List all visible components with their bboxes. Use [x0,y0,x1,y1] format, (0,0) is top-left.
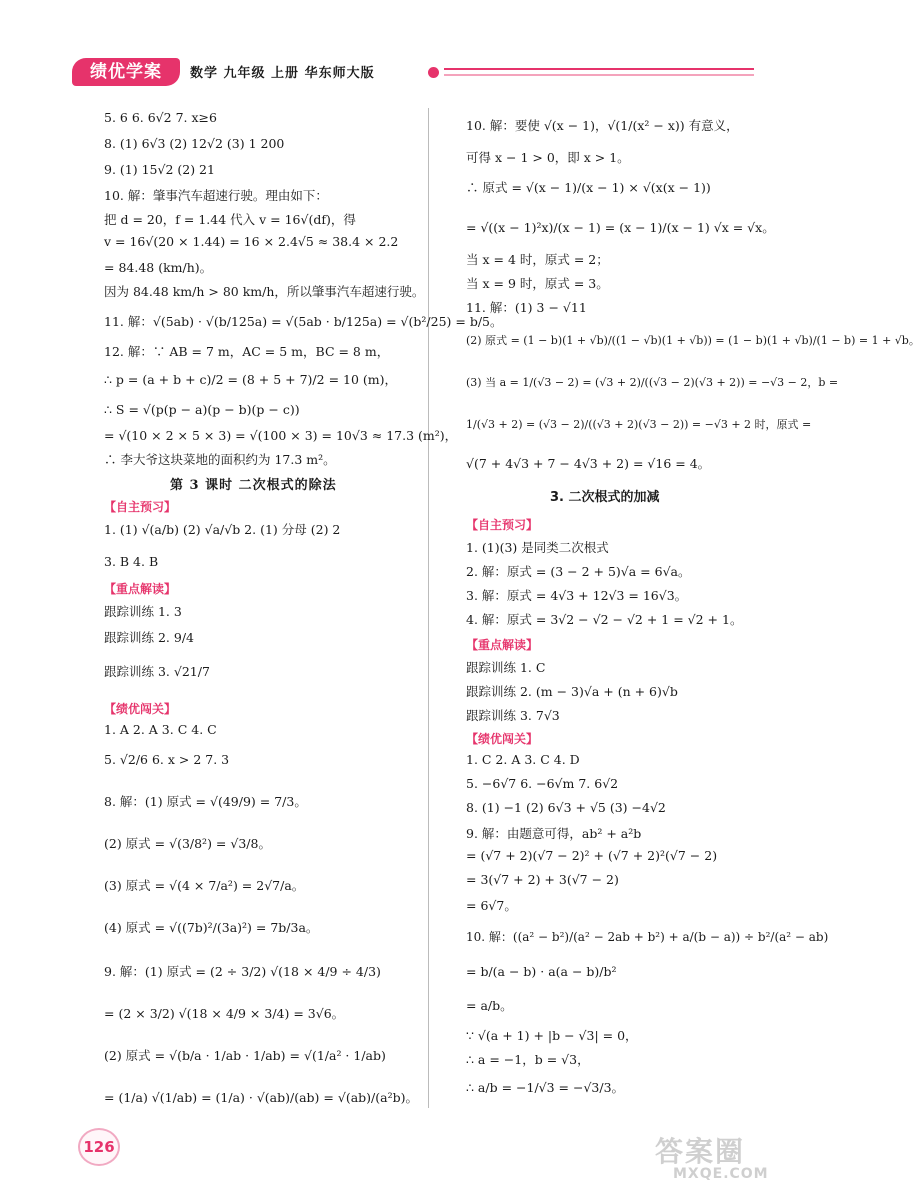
watermark [655,1130,795,1190]
answer-line: = a/b。 [466,998,513,1013]
header-rule [444,68,754,70]
answer-line: ∴ a/b = −1/√3 = −√3/3。 [466,1080,625,1095]
answer-line: 可得 x − 1 > 0，即 x > 1。 [466,150,630,165]
answer-line: 跟踪训练 1. 3 [104,604,182,619]
answer-line: ∴ p = (a + b + c)/2 = (8 + 5 + 7)/2 = 10 (m)， [104,372,398,387]
answer-line: 1. (1) √(a/b) (2) √a/√b 2. (1) 分母 (2) 2 [104,522,341,537]
answer-line: 1. (1)(3) 是同类二次根式 [466,540,609,555]
answer-line: 10. 解：肇事汽车超速行驶。理由如下： [104,188,328,203]
section-tag: 【绩优闯关】 [466,732,539,746]
watermark-text: 答案圈 [655,1135,746,1168]
page-header [72,58,762,88]
answer-line: 5. 6 6. 6√2 7. x≥6 [104,110,217,125]
answer-line: 5. √2/6 6. x > 2 7. 3 [104,752,230,767]
answer-line: 2. 解：原式 = (3 − 2 + 5)√a = 6√a。 [466,564,691,579]
answer-line: 当 x = 4 时，原式 = 2； [466,252,609,267]
answer-line: 9. (1) 15√2 (2) 21 [104,162,215,177]
section-title: 3. 二次根式的加减 [550,490,660,505]
answer-line: = b/(a − b) · a(a − b)/b² [466,964,617,979]
answer-line: 11. 解：(1) 3 − √11 [466,300,587,315]
lesson-title: 第 3 课时 二次根式的除法 [170,478,337,493]
answer-line: = √((x − 1)²x)/(x − 1) = (x − 1)/(x − 1) √x = √x。 [466,220,775,235]
answer-line: 8. 解：(1) 原式 = √(49/9) = 7/3。 [104,794,307,809]
header-subject: 数学 九年级 上册 华东师大版 [190,66,375,81]
watermark-url: MXQE.COM [673,1166,769,1182]
answer-line: ∴ a = −1，b = √3， [466,1052,590,1067]
answer-line: 4. 解：原式 = 3√2 − √2 − √2 + 1 = √2 + 1。 [466,612,743,627]
answer-line: 跟踪训练 3. 7√3 [466,708,560,723]
answer-line: 1. C 2. A 3. C 4. D [466,752,580,767]
answer-line: 5. −6√7 6. −6√m 7. 6√2 [466,776,619,791]
answer-line: = √(10 × 2 × 5 × 3) = √(100 × 3) = 10√3 ≈ 17.3 (m²)， [104,428,458,443]
brand-logo: 绩优学案 [72,58,180,86]
header-dot-decoration [428,67,439,78]
answer-line: 9. 解：由题意可得，ab² + a²b [466,826,642,841]
answer-line: (2) 原式 = √(3/8²) = √3/8。 [104,836,271,851]
answer-line: = (1/a) √(1/ab) = (1/a) · √(ab)/(ab) = √(ab)/(a²b)。 [104,1090,418,1105]
answer-line: 1. A 2. A 3. C 4. C [104,722,217,737]
header-rule-light [444,74,754,76]
answer-line: 把 d = 20，f = 1.44 代入 v = 16√(df)，得 [104,212,356,227]
answer-line: v = 16√(20 × 1.44) = 16 × 2.4√5 ≈ 38.4 × 2.2 [104,234,399,249]
page-number: 126 [78,1128,120,1166]
answer-line: √(7 + 4√3 + 7 − 4√3 + 2) = √16 = 4。 [466,456,711,471]
section-tag: 【绩优闯关】 [104,702,177,716]
column-divider [428,108,429,1108]
answer-line: ∵ √(a + 1) + |b − √3| = 0， [466,1028,638,1043]
section-tag: 【重点解读】 [104,582,177,596]
answer-line: 跟踪训练 2. (m − 3)√a + (n + 6)√b [466,684,678,699]
answer-line: 因为 84.48 km/h > 80 km/h，所以肇事汽车超速行驶。 [104,284,425,299]
answer-line: (2) 原式 = √(b/a · 1/ab · 1/ab) = √(1/a² · 1/ab) [104,1048,386,1063]
answer-line: 当 x = 9 时，原式 = 3。 [466,276,609,291]
answer-line: (3) 原式 = √(4 × 7/a²) = 2√7/a。 [104,878,305,893]
answer-line: = 84.48 (km/h)。 [104,260,213,275]
answer-line: 9. 解：(1) 原式 = (2 ÷ 3/2) √(18 × 4/9 ÷ 4/3) [104,964,381,979]
answer-line: 跟踪训练 2. 9/4 [104,630,194,645]
answer-line: 12. 解：∵ AB = 7 m，AC = 5 m，BC = 8 m， [104,344,390,359]
answer-line: 10. 解：要使 √(x − 1)，√(1/(x² − x)) 有意义， [466,118,739,133]
answer-line: 11. 解：√(5ab) · √(b/125a) = √(5ab · b/125a) = √(b²/25) = b/5。 [104,314,503,329]
answer-line: ∴ S = √(p(p − a)(p − b)(p − c)) [104,402,300,417]
answer-line: ∴ 李大爷这块菜地的面积约为 17.3 m²。 [104,452,336,467]
answer-line: = 6√7。 [466,898,517,913]
answer-line: (2) 原式 = (1 − b)(1 + √b)/((1 − √b)(1 + √b)) = (1 − b)(1 + √b)/(1 − b) = 1 + √b。 [466,334,920,347]
section-tag: 【自主预习】 [466,518,539,532]
answer-line: = (2 × 3/2) √(18 × 4/9 × 3/4) = 3√6。 [104,1006,345,1021]
answer-line: 跟踪训练 1. C [466,660,546,675]
answer-line: 3. B 4. B [104,554,159,569]
answer-line: ∴ 原式 = √(x − 1)/(x − 1) × √(x(x − 1)) [466,180,711,195]
answer-line: = 3(√7 + 2) + 3(√7 − 2) [466,872,619,887]
answer-line: 1/(√3 + 2) = (√3 − 2)/((√3 + 2)(√3 − 2)) = −√3 + 2 时，原式 = [466,418,812,431]
answer-line: 3. 解：原式 = 4√3 + 12√3 = 16√3。 [466,588,688,603]
answer-line: (4) 原式 = √((7b)²/(3a)²) = 7b/3a。 [104,920,319,935]
answer-line: 8. (1) −1 (2) 6√3 + √5 (3) −4√2 [466,800,666,815]
section-tag: 【自主预习】 [104,500,177,514]
answer-line: (3) 当 a = 1/(√3 − 2) = (√3 + 2)/((√3 − 2)(√3 + 2)) = −√3 − 2，b = [466,376,839,389]
section-tag: 【重点解读】 [466,638,539,652]
answer-line: = (√7 + 2)(√7 − 2)² + (√7 + 2)²(√7 − 2) [466,848,718,863]
answer-line: 8. (1) 6√3 (2) 12√2 (3) 1 200 [104,136,285,151]
answer-line: 跟踪训练 3. √21/7 [104,664,210,679]
answer-line: 10. 解：((a² − b²)/(a² − 2ab + b²) + a/(b − a)) ÷ b²/(a² − ab) [466,930,829,944]
